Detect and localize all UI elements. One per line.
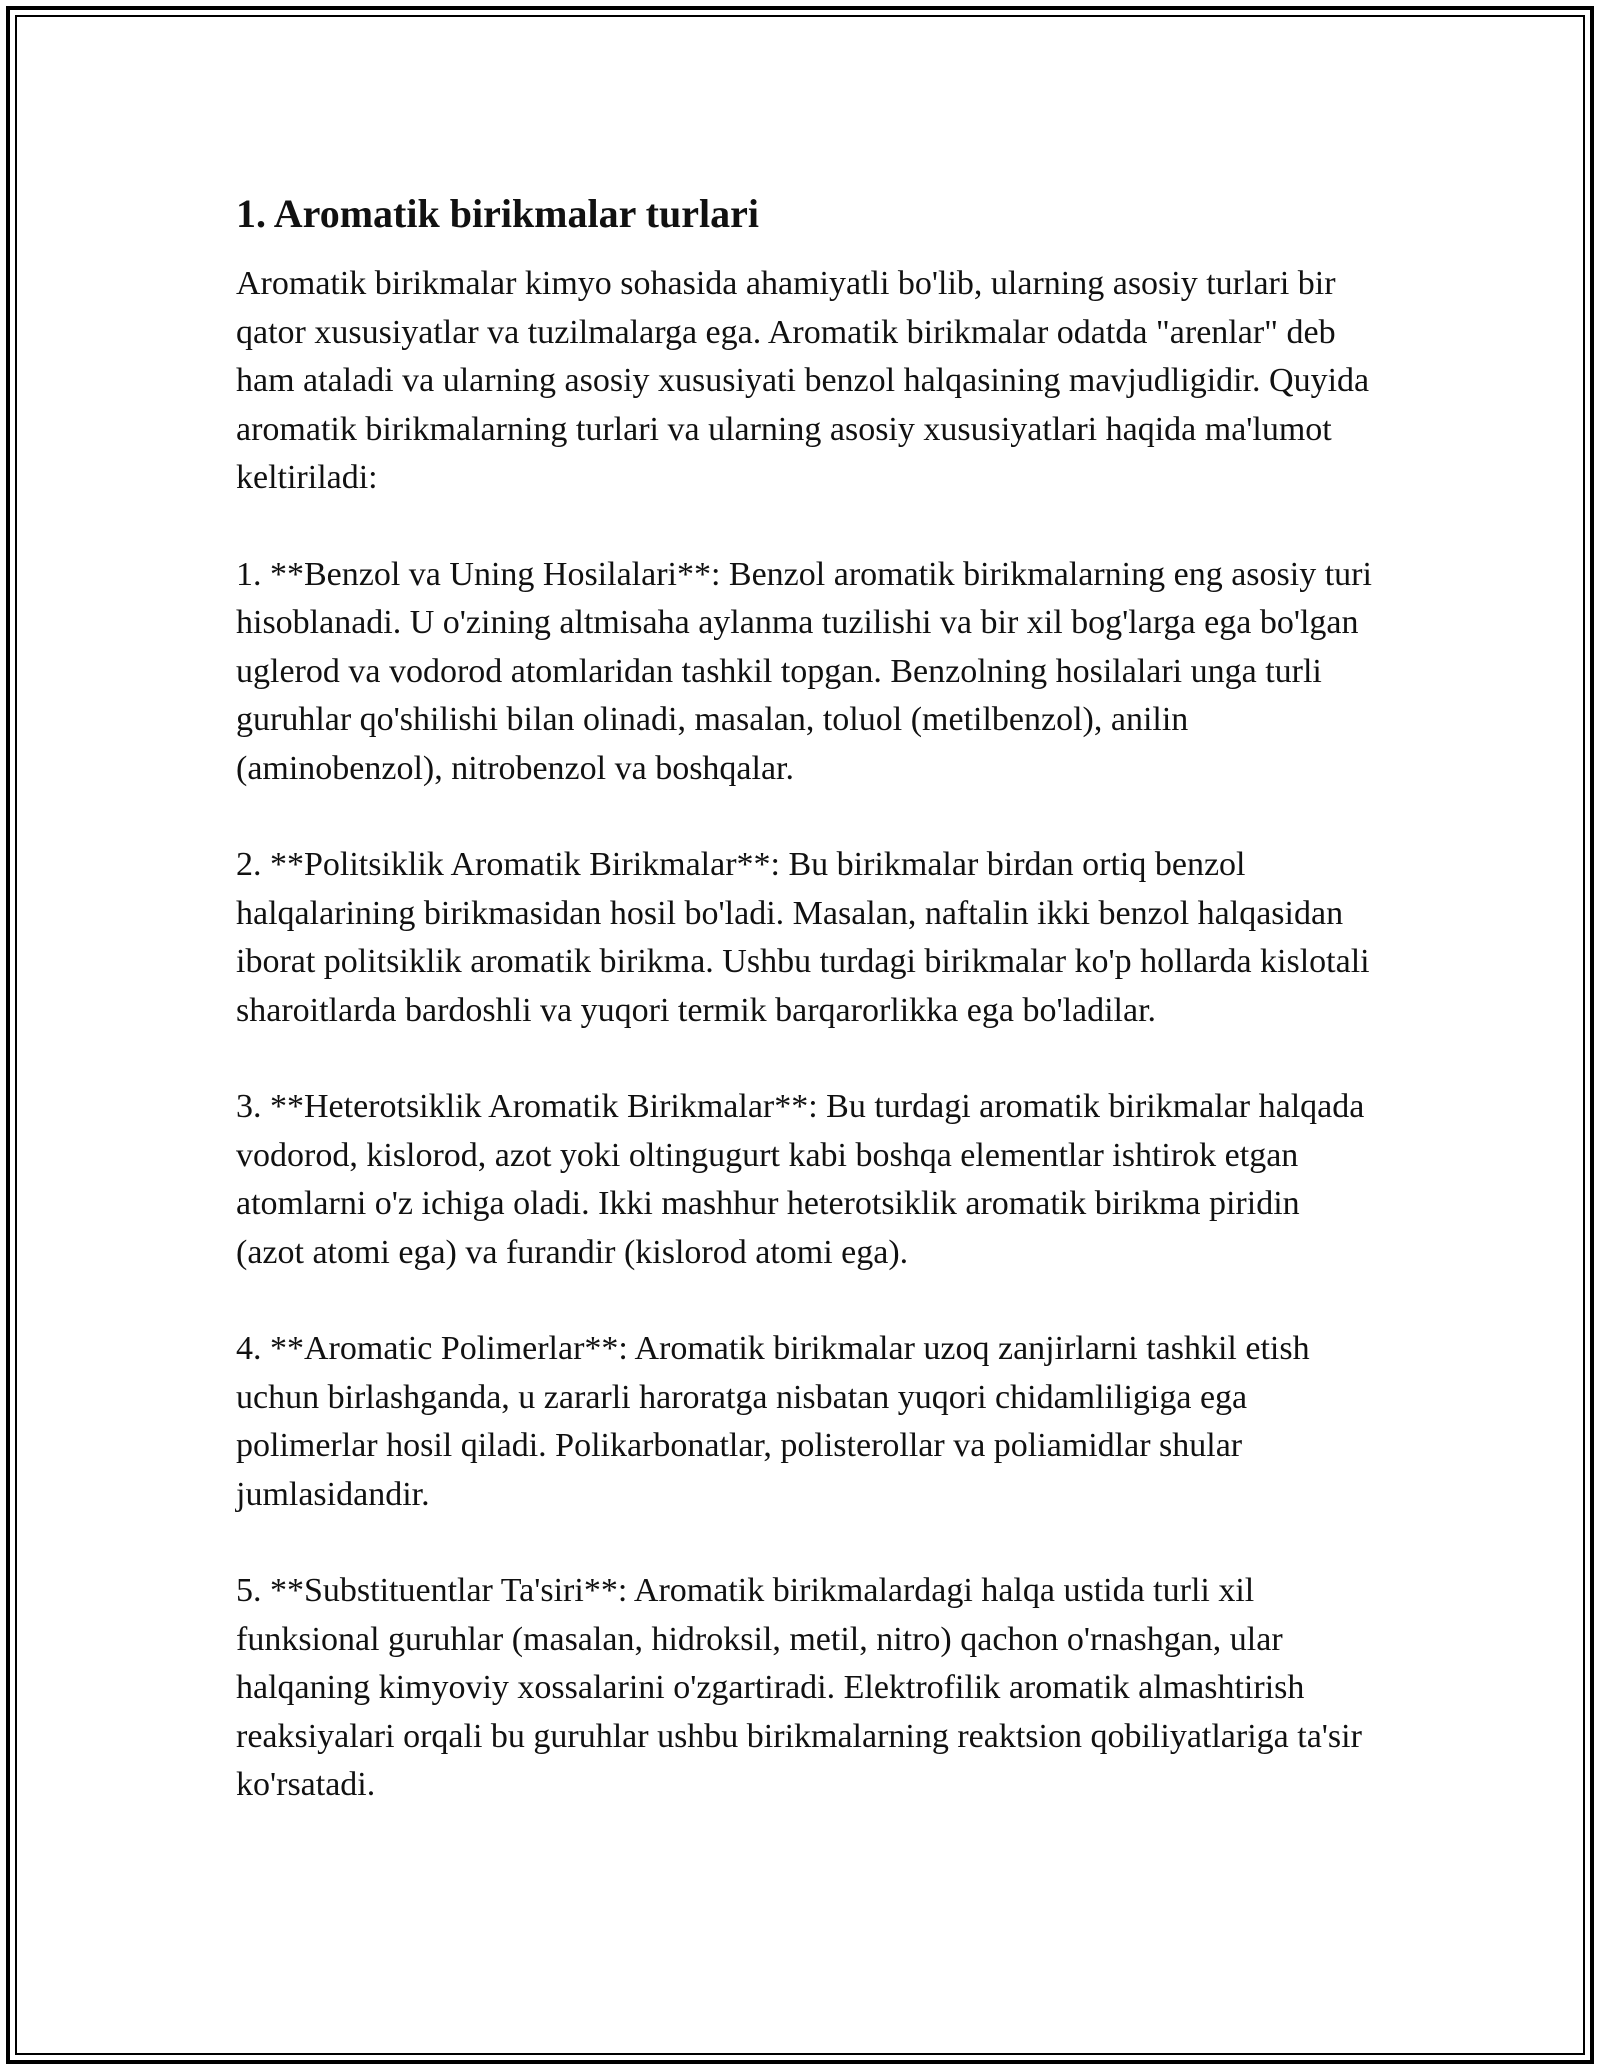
list-item-substituentlar: 5. **Substituentlar Ta'siri**: Aromatik birikmalardagi halqa ustida turli xil funksional guruhlar (masalan, hidroksil, metil, nitro) qachon o'rnashgan, ular halqaning kimyoviy xossalarini o'zgartiradi. Elektrofilik aromatik almashtirish reaksiyalari orqali bu guruhlar ushbu birikmalarning reaktsion qobiliyatlariga ta'sir ko'rsatadi. — [236, 1572, 1362, 1803]
list-item-heterotsiklik: 3. **Heterotsiklik Aromatik Birikmalar**: Bu turdagi aromatik birikmalar halqada vodorod, kislorod, azot yoki oltingugurt kabi boshqa elementlar ishtirok etgan atomlarni o'z ichiga oladi. Ikki mashhur heterotsiklik aromatik birikma piridin (azot atomi ega) va furandir (kislorod atomi ega). — [236, 1088, 1365, 1271]
intro-paragraph: Aromatik birikmalar kimyo sohasida ahamiyatli bo'lib, ularning asosiy turlari bir qator xususiyatlar va tuzilmalarga ega. Aromatik birikmalar odatda "arenlar" deb ham ataladi va ularning asosiy xususiyati benzol halqasining mavjudligidir. Quyida aromatik birikmalarning turlari va ularning asosiy xususiyatlari haqida ma'lumot keltiriladi: — [236, 265, 1370, 496]
list-item-benzol: 1. **Benzol va Uning Hosilalari**: Benzol aromatik birikmalarning eng asosiy turi hisoblanadi. U o'zining altmisaha aylanma tuzilishi va bir xil bog'larga ega bo'lgan uglerod va vodorod atomlaridan tashkil topgan. Benzolning hosilalari unga turli guruhlar qo'shilishi bilan olinadi, masalan, toluol (metilbenzol), anilin (aminobenzol), nitrobenzol va boshqalar. — [236, 555, 1372, 787]
document-title: 1. Aromatik birikmalar turlari — [236, 191, 759, 236]
document-body — [236, 188, 1376, 1858]
list-item-polimerlar: 4. **Aromatic Polimerlar**: Aromatik birikmalar uzoq zanjirlarni tashkil etish uchun birlashganda, u zararli haroratga nisbatan yuqori chidamliligiga ega polimerlar hosil qiladi. Polikarbonatlar, polisterollar va poliamidlar shular jumlasidandir. — [236, 1330, 1310, 1513]
list-item-politsiklik: 2. **Politsiklik Aromatik Birikmalar**: Bu birikmalar birdan ortiq benzol halqalarining birikmasidan hosil bo'ladi. Masalan, naftalin ikki benzol halqasidan iborat politsiklik aromatik birikma. Ushbu turdagi birikmalar ko'p hollarda kislotali sharoitlarda bardoshli va yuqori termik barqarorlikka ega bo'ladilar. — [236, 846, 1370, 1029]
